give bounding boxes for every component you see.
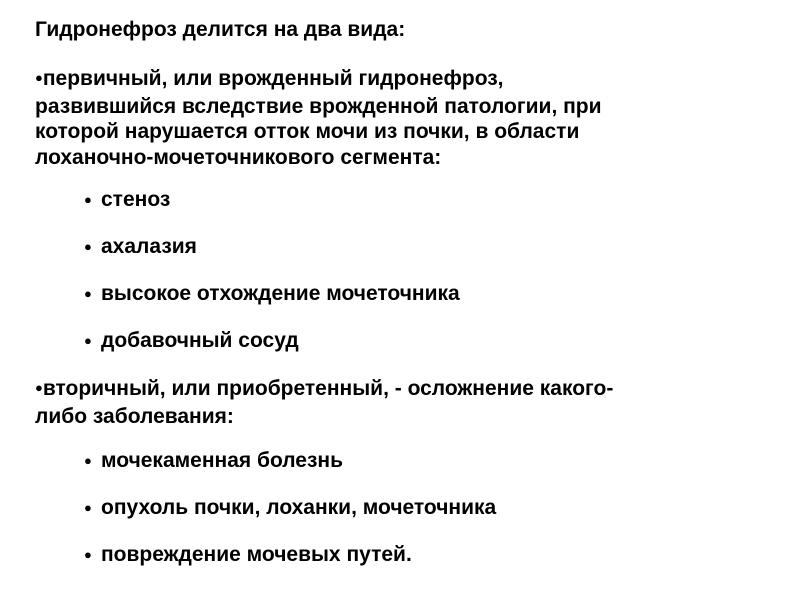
bullet-icon: ● xyxy=(84,500,92,515)
primary-subitem-text-1: стеноз xyxy=(101,188,171,211)
primary-subitem xyxy=(84,187,170,215)
primary-subitem xyxy=(84,281,460,309)
primary-subitem-text-3: высокое отхождение мочеточника xyxy=(101,282,460,305)
bullet-icon: ● xyxy=(84,333,92,348)
secondary-subitem xyxy=(84,542,412,570)
bullet-icon: ● xyxy=(84,547,92,562)
secondary-subitem-text-2: опухоль почки, лоханки, мочеточника xyxy=(101,496,497,519)
bullet-icon: ● xyxy=(84,239,92,254)
bullet-icon: ● xyxy=(84,192,92,207)
bullet-icon: ● xyxy=(35,380,43,395)
secondary-subitem-text-3: повреждение мочевых путей. xyxy=(101,543,412,566)
primary-line-1 xyxy=(35,66,602,94)
bullet-icon: ● xyxy=(35,70,43,85)
primary-line-4: лоханочно-мочеточникового сегмента: xyxy=(35,145,442,169)
bullet-icon: ● xyxy=(84,286,92,301)
primary-text-1: первичный, или врожденный гидронефроз, xyxy=(42,67,504,90)
secondary-item xyxy=(35,376,613,429)
slide-title: Гидронефроз делится на два вида: xyxy=(35,18,406,41)
primary-line-2: развившийся вследствие врожденной патологии, при xyxy=(35,94,602,118)
bullet-icon: ● xyxy=(84,453,92,468)
secondary-text-1: вторичный, или приобретенный, - осложнение какого- xyxy=(42,377,614,400)
primary-subitem-text-4: добавочный сосуд xyxy=(101,329,299,352)
secondary-line-2: либо заболевания: xyxy=(35,404,234,428)
primary-subitem-text-2: ахалазия xyxy=(101,235,197,258)
secondary-subitem xyxy=(84,495,496,523)
secondary-line-1 xyxy=(35,376,613,404)
primary-item xyxy=(35,66,602,170)
primary-subitem xyxy=(84,234,197,262)
primary-line-3: которой нарушается отток мочи из почки, в области xyxy=(35,120,580,143)
secondary-subitem xyxy=(84,448,343,476)
primary-subitem xyxy=(84,328,299,356)
secondary-subitem-text-1: мочекаменная болезнь xyxy=(101,449,344,472)
